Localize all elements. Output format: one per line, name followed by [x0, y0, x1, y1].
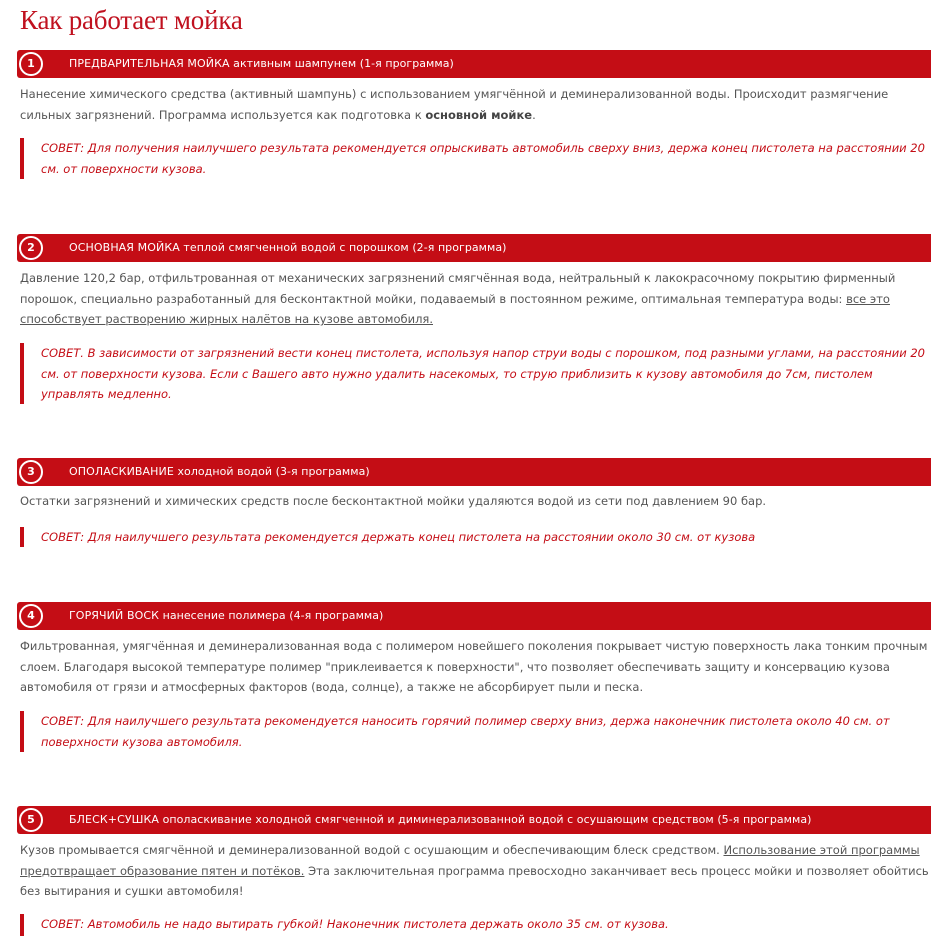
desc-text: Давление 120,2 бар, отфильтрованная от механических загрязнений смягчённая вода, нейтральный к лакокрасочному покрытию фирменный порошок, специально разработанный для бесконтактной мойки, подаваемый в постоянном режиме, оптимальная температура воды: [20, 271, 896, 306]
step-title-rest: активным шампунем (1-я программа) [229, 57, 454, 70]
step-number-badge: 4 [19, 604, 43, 628]
step-header [17, 234, 931, 262]
desc-underlined-text: все это способствует растворению жирных налётов на кузове автомобиля. [20, 291, 890, 326]
desc-text: Нанесение химического средства (активный шампунь) с использованием умягчённой и деминерализованной воды. Происходит размягчение сильных загрязнений. Программа используется как подготовка к [20, 87, 889, 122]
step-title [69, 234, 506, 262]
step-title [69, 806, 812, 834]
step-header [17, 50, 931, 78]
step-title-rest: ополаскивание холодной смягченной и диминерализованной водой с осушающим средством (5-я программа) [159, 813, 812, 826]
desc-underlined-text: Использование этой программы предотвращает образование пятен и потёков. [20, 843, 920, 878]
step-title-rest: холодной водой (3-я программа) [173, 465, 370, 478]
step-title-caps: ОПОЛАСКИВАНИЕ [69, 465, 174, 478]
step-header [17, 602, 931, 630]
tip-block: СОВЕТ: Для наилучшего результата рекомендуется наносить горячий полимер сверху вниз, держа наконечник пистолета около 40 см. от поверхности кузова автомобиля. [20, 711, 931, 752]
step-number-badge: 2 [19, 236, 43, 260]
step-title-caps: ГОРЯЧИЙ ВОСК [69, 609, 160, 622]
tip-block: СОВЕТ. В зависимости от загрязнений вести конец пистолета, используя напор струи воды с порошком, под разными углами, на расстоянии 20 см. от поверхности кузова. Если с Вашего авто нужно удалить насекомых, то струю приблизить к кузову автомобиля до 7см, пистолем управлять медленно. [20, 343, 931, 404]
step-number-badge: 1 [19, 52, 43, 76]
step-number-badge: 5 [19, 808, 43, 832]
desc-bold: основной мойке [425, 107, 533, 122]
step-description: Фильтрованная, умягчённая и деминерализованная вода с полимером новейшего поколения покрывает чистую поверхность лака тонким прочным слоем. Благодаря высокой температуре полимер "приклеивается к поверхности", что позволяет обеспечивать защиту и консервацию кузова автомобиля от грязи и атмосферных факторов (вода, солнце), а также не абсорбирует пыли и песка. [20, 639, 928, 694]
step-title [69, 458, 370, 486]
tip-block: СОВЕТ: Автомобиль не надо вытирать губкой! Наконечник пистолета держать около 35 см. от кузова. [20, 914, 931, 936]
step-description [20, 268, 930, 330]
step-title [69, 50, 454, 78]
step-description [20, 840, 930, 902]
step-title-rest: теплой смягченной водой с порошком (2-я программа) [179, 241, 507, 254]
desc-text: Кузов промывается смягчённой и деминерализованной водой с осушающим и обеспечивающим блеск средством. [20, 843, 724, 857]
page-title: Как работает мойка [20, 5, 243, 35]
step-title-caps: ПРЕДВАРИТЕЛЬНАЯ МОЙКА [69, 57, 230, 70]
tip-block: СОВЕТ: Для наилучшего результата рекомендуется держать конец пистолета на расстоянии около 30 см. от кузова [20, 527, 931, 547]
step-title-caps: БЛЕСК+СУШКА [69, 813, 160, 826]
step-title-rest: нанесение полимера (4-я программа) [159, 609, 384, 622]
step-header [17, 458, 931, 486]
step-header [17, 806, 931, 834]
tip-block: СОВЕТ: Для получения наилучшего результата рекомендуется опрыскивать автомобиль сверху вниз, держа конец пистолета на расстоянии 20 см. от поверхности кузова. [20, 138, 931, 179]
desc-text-end: . [532, 107, 536, 122]
step-title-caps: ОСНОВНАЯ МОЙКА [69, 241, 180, 254]
desc-text-end: Эта заключительная программа превосходно заканчивает весь процесс мойки и позволяет обойтись без вытирания и сушки автомобиля! [20, 863, 929, 898]
step-title [69, 602, 383, 630]
step-description: Остатки загрязнений и химических средств после бесконтактной мойки удаляются водой из сети под давлением 90 бар. [20, 494, 767, 508]
step-description [20, 84, 930, 125]
step-number-badge: 3 [19, 460, 43, 484]
